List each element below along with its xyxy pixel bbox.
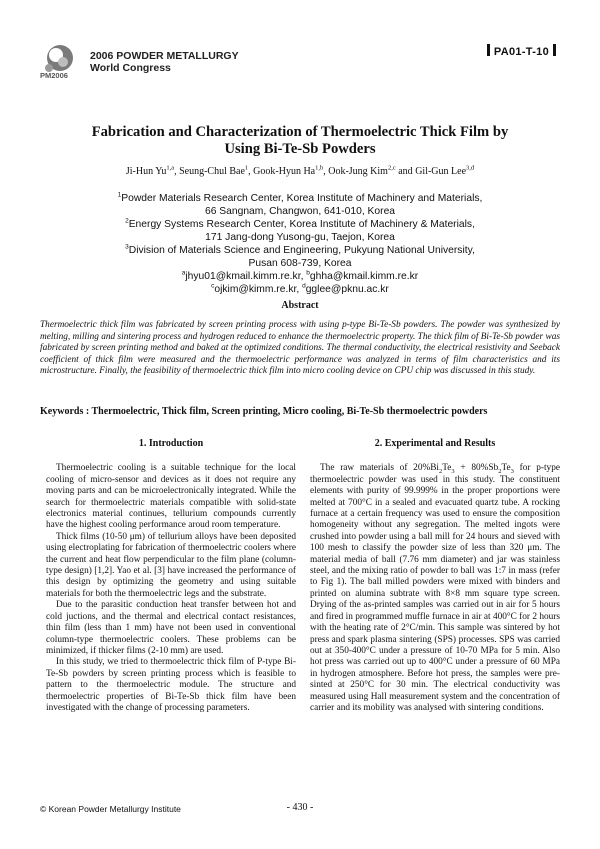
affiliation-1-line-2: 66 Sangnam, Changwon, 641-010, Korea (204, 206, 396, 217)
bar-left-icon (487, 44, 490, 56)
author-name: Seung-Chul Bae (179, 166, 245, 177)
text-run: Te (501, 463, 511, 474)
subscript: 2 (439, 468, 443, 476)
conference-line-1: 2006 POWDER METALLURGY (90, 50, 239, 62)
paper-code-text: PA01-T-10 (493, 46, 549, 58)
affil-text: Energy Systems Research Center, Korea Institute of Machinery & Materials, (128, 219, 475, 230)
email-d: gglee@pknu.ac.kr (305, 284, 389, 295)
column-right (310, 438, 560, 725)
affiliation-1-line-1 (40, 192, 560, 205)
conference-line-2: World Congress (90, 62, 171, 74)
section-1-heading: 1. Introduction (138, 438, 204, 449)
title-line-2: Using Bi-Te-Sb Powders (224, 141, 376, 157)
affiliation-2-line-2: 171 Jang-dong Yusong-gu, Taejon, Korea (205, 232, 395, 243)
author-name: Gook-Hyun Ha (253, 166, 316, 177)
author-sup: 1,b (315, 164, 324, 172)
subscript: 2 (498, 468, 502, 476)
text-run: for p-type thermoelectric powder was used in this study. The constituent elements with purity of 99.999% in the proper proportions were melted at 700°C in a sealed and evacuated quartz tube. A rocking furnace at a certain frequency was used to ensure the composition homogeneity without any segregation. The melted ingots were crushed into powder using a ball mill for 24 hours and sieved with 100 mesh to classify the powder size of less than 320 μm. The material media of ball (7.76 mm diameter) and jar was stainless steel, and the mixing ratio of powder to ball was 1:7 in mass (refer to Fig 1). The ball milled powders were mixed with binders and printed on alumina subtrate with 8×8 mm square type screen. Drying of the as-printed samples was carried out in air for 5 hours and fired in programmed muffle furnace in air at 400°C for 2 hours with the heating rate of 2°C/min. This sample was sintered by hot press and spark plasma sintering (SPS) processes. SPS was carried out at 350-400°C under a pressure of 10-70 MPa for 5 min. Also hot press was carried out up to 400°C under a pressure of 60 MPa in hydrogen atmosphere. Before hot press, the samples were pre-sinted at 250°C for 30 min. The electrical conductivity was measured using Hall measurement system and the concentration of carrier and its mobility was analysed with sintering conditions. (310, 463, 560, 713)
subscript: 3 (510, 468, 514, 476)
abstract-text: Thermoelectric thick film was fabricated by screen printing process with using p-type Bi-Te-Sb powders. The powder was synthesized by melting, milling and sintering process and hydrogen reduced to enhance the thermoelectric property. The thick film of Bi-Te-Sb powder was fabricated by screen printing method and baked at the optimized conditions. The thermal conductivity, the electrical resistivity and Seeback coefficient of thick film were measured and the thermoelectric performance was analyzed in terms of film characteristics and its microstructure. Finally, the feasibility of thermoelectric thick film into micro cooling device on CPU chip was discussed in this study. (40, 320, 560, 376)
author-sup: 1,a (166, 164, 175, 172)
email-b: ghha@kmail.kimm.re.kr (309, 271, 419, 282)
affiliations (40, 192, 560, 296)
paragraph (310, 463, 560, 714)
logo-text: PM2006 (40, 71, 68, 80)
paragraph: Thermoelectric cooling is a suitable technique for the local cooling of micro-sensor and devices as it does not require any moving parts and can be microelectronically integrated. While the search for thermoelectric materials compatible with solid-state electronics material continues, tellurium compounds currently have the highest cooling performance aroud room temperature. (46, 463, 296, 531)
paragraph: Thick films (10-50 μm) of tellurium alloys have been deposited using electroplating for fabrication of thermoelectric coolers where the current and heat flow perpendicular to the film plane (column-type design) [1,2]. Yao et al. [3] have increased the performance of this design by optimizing the geometry and using suitable materials for both the thermoelectric legs and the substrate. (46, 531, 296, 599)
author-sup: 1 (244, 164, 249, 172)
text-run: Te (442, 463, 452, 474)
page-number: - 430 - (286, 802, 314, 813)
author-list: Ji-Hun Yu$^{1,a}$, Seung-Chul Bae$^1$, Gook-Hyun Ha$^{1,b}$, Ook-Jung Kim$^{2,c}$ and Gil-Gun Lee$^{3,d}$ (125, 164, 475, 177)
email-sup: c (211, 282, 215, 290)
author-name: Ji-Hun Yu (125, 166, 167, 177)
email-sup: a (181, 269, 186, 277)
title-line-1: Fabrication and Characterization of Thermoelectric Thick Film by (91, 124, 509, 140)
email-sup: d (302, 282, 306, 290)
email-a: jhyu01@kmail.kimm.re.kr (185, 271, 301, 282)
section-2-heading: 2. Experimental and Results (374, 438, 496, 449)
affil-sup: 2 (125, 217, 129, 225)
conference-name (90, 50, 239, 74)
affil-sup: 1 (117, 191, 122, 199)
affiliation-3-line-2: Pusan 608-739, Korea (248, 258, 352, 269)
author-sup: 2,c (387, 164, 396, 172)
email-c: ojkim@kimm.re.kr (214, 284, 297, 295)
copyright: © Korean Powder Metallurgy Institute (40, 804, 181, 814)
author-name: Ook-Jung Kim (328, 166, 388, 177)
author-name: Gil-Gun Lee (415, 166, 467, 177)
paragraph: In this study, we tried to thermoelectric thick film of P-type Bi-Te-Sb powders by screen printing process which is feasible to pattern to the thermoelectric module. The structure and thermoelectric properties of Bi-Te-Sb thick film have been investigated with the change of processing parameters. (46, 657, 296, 713)
paper-title (60, 124, 540, 158)
keywords: Keywords : Thermoelectric, Thick film, Screen printing, Micro cooling, Bi-Te-Sb thermoelectric powders (40, 406, 488, 417)
paper-code (483, 44, 560, 58)
affil-sup: 3 (125, 243, 129, 251)
paragraph: Due to the parasitic conduction heat transfer between hot and cold juctions, and the thermal and electrical contact resistances, thin film (less than 1 mm) have not been used in conventional column-type thermoelectric coolers. These problems can be minimized, if thicker films (2-10 mm) are used. (46, 600, 296, 656)
affiliation-3-line-1 (40, 244, 560, 257)
subscript: 3 (451, 468, 455, 476)
affil-text: Powder Materials Research Center, Korea Institute of Machinery and Materials, (121, 193, 483, 204)
column-left (46, 438, 296, 714)
affil-text: Division of Materials Science and Engineering, Pukyung National University, (128, 245, 475, 256)
email-sup: b (306, 269, 310, 277)
bar-right-icon (553, 44, 556, 56)
abstract-heading: Abstract (281, 300, 319, 311)
author-sup: 3,d (466, 164, 475, 172)
affiliation-2-line-1 (40, 218, 560, 231)
text-run: The raw materials of 20%Bi (320, 463, 439, 474)
text-run: + 80%Sb (454, 463, 499, 474)
email-line-1: $^a$jhyu01@kmail.kimm.re.kr, $^b$ghha@kmail.kimm.re.kr (181, 269, 419, 282)
email-line-2: $^c$ojkim@kimm.re.kr, $^d$gglee@pknu.ac.kr (211, 282, 389, 295)
